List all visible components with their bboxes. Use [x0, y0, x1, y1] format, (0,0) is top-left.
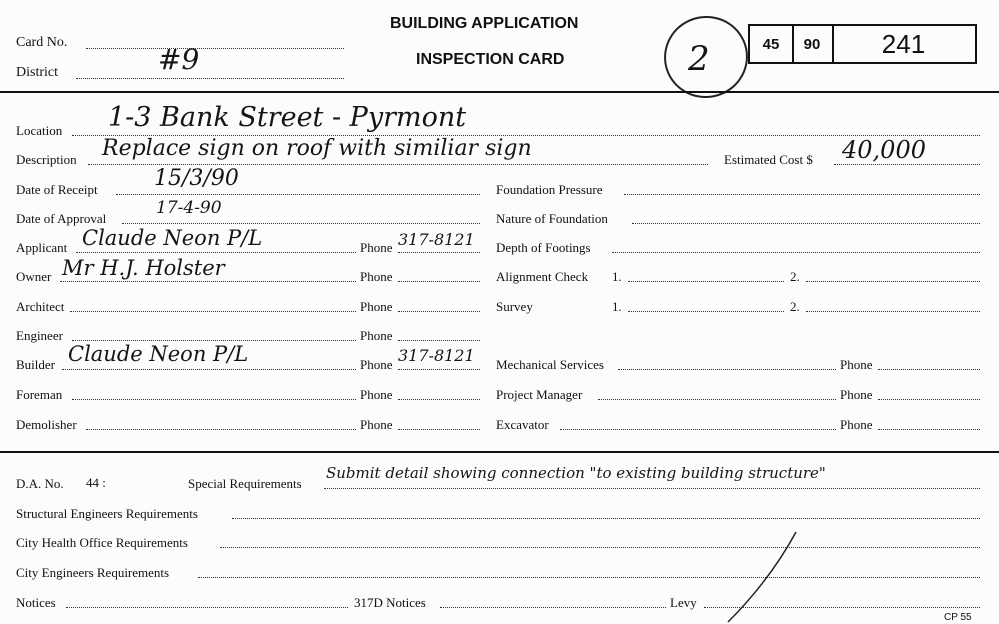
special-requirements-value: Submit detail showing connection "to existing building structure"	[326, 464, 826, 482]
city-health-label: City Health Office Requirements	[16, 535, 188, 550]
owner-field[interactable]	[60, 281, 356, 282]
foreman-label: Foreman	[16, 387, 63, 402]
middle-rule	[0, 451, 999, 453]
notices-317d-label: 317D Notices	[354, 595, 426, 610]
code-box-cell-2: 90	[792, 26, 834, 62]
title-line-1: BUILDING APPLICATION	[390, 15, 579, 32]
engineer-phone-field[interactable]	[398, 340, 480, 341]
date-of-approval-label: Date of Approval	[16, 211, 107, 226]
da-no-label: D.A. No.	[16, 476, 64, 491]
architect-label: Architect	[16, 299, 65, 314]
depth-of-footings-field[interactable]	[612, 252, 980, 253]
nature-of-foundation-label: Nature of Foundation	[496, 211, 608, 226]
city-engineers-label: City Engineers Requirements	[16, 565, 170, 580]
code-box	[748, 24, 977, 64]
builder-phone-value: 317-8121	[398, 346, 475, 365]
applicant-value: Claude Neon P/L	[82, 226, 263, 250]
description-field[interactable]	[88, 164, 708, 165]
estimated-cost-field[interactable]	[834, 164, 980, 165]
builder-phone-label: Phone	[360, 357, 393, 372]
architect-phone-field[interactable]	[398, 311, 480, 312]
date-of-receipt-field[interactable]	[116, 194, 480, 195]
builder-phone-field[interactable]	[398, 369, 480, 370]
applicant-field[interactable]	[76, 252, 356, 253]
district-field[interactable]	[76, 78, 344, 79]
estimated-cost-label: Estimated Cost $	[724, 152, 813, 167]
foreman-phone-field[interactable]	[398, 399, 480, 400]
card-no-label: Card No.	[16, 35, 68, 50]
date-of-approval-field[interactable]	[122, 223, 480, 224]
owner-label: Owner	[16, 269, 52, 284]
structural-engineers-label: Structural Engineers Requirements	[16, 506, 198, 521]
foundation-pressure-field[interactable]	[624, 194, 980, 195]
builder-label: Builder	[16, 357, 55, 372]
survey-label: Survey	[496, 299, 533, 314]
applicant-phone-label: Phone	[360, 240, 393, 255]
special-requirements-field[interactable]	[324, 488, 980, 489]
alignment-check-1-field[interactable]	[628, 281, 784, 282]
project-manager-field[interactable]	[598, 399, 836, 400]
district-value: #9	[158, 43, 200, 76]
excavator-label: Excavator	[496, 417, 549, 432]
levy-field[interactable]	[704, 607, 980, 608]
project-manager-phone-label: Phone	[840, 387, 873, 402]
date-of-approval-value: 17-4-90	[156, 198, 222, 218]
depth-of-footings-label: Depth of Footings	[496, 240, 591, 255]
survey-1-field[interactable]	[628, 311, 784, 312]
builder-value: Claude Neon P/L	[68, 342, 249, 366]
city-health-field[interactable]	[220, 547, 980, 548]
owner-value: Mr H.J. Holster	[62, 256, 225, 280]
demolisher-phone-label: Phone	[360, 417, 393, 432]
mechanical-services-phone-label: Phone	[840, 357, 873, 372]
district-label: District	[16, 65, 58, 80]
card-no-field[interactable]	[86, 48, 344, 49]
notices-317d-field[interactable]	[440, 607, 666, 608]
engineer-phone-label: Phone	[360, 328, 393, 343]
project-manager-phone-field[interactable]	[878, 399, 980, 400]
description-label: Description	[16, 152, 77, 167]
date-of-receipt-label: Date of Receipt	[16, 182, 98, 197]
mechanical-services-label: Mechanical Services	[496, 357, 604, 372]
foreman-field[interactable]	[72, 399, 356, 400]
engineer-label: Engineer	[16, 328, 63, 343]
structural-engineers-field[interactable]	[232, 518, 980, 519]
notices-label: Notices	[16, 595, 56, 610]
city-engineers-field[interactable]	[198, 577, 980, 578]
title-line-2: INSPECTION CARD	[416, 51, 565, 68]
project-manager-label: Project Manager	[496, 387, 583, 402]
description-value: Replace sign on roof with similiar sign	[102, 136, 532, 161]
nature-of-foundation-field[interactable]	[632, 223, 980, 224]
excavator-phone-label: Phone	[840, 417, 873, 432]
top-rule	[0, 91, 999, 93]
foundation-pressure-label: Foundation Pressure	[496, 182, 603, 197]
date-of-receipt-value: 15/3/90	[154, 166, 239, 191]
excavator-phone-field[interactable]	[878, 429, 980, 430]
code-box-cell-1: 45	[750, 26, 794, 62]
alignment-check-2-field[interactable]	[806, 281, 980, 282]
applicant-phone-field[interactable]	[398, 252, 480, 253]
architect-field[interactable]	[70, 311, 356, 312]
levy-label: Levy	[670, 595, 697, 610]
alignment-check-2-label: 2.	[790, 269, 800, 284]
demolisher-field[interactable]	[86, 429, 356, 430]
form-code: CP 55	[944, 612, 972, 623]
demolisher-phone-field[interactable]	[398, 429, 480, 430]
applicant-phone-value: 317-8121	[398, 230, 475, 249]
mechanical-services-phone-field[interactable]	[878, 369, 980, 370]
circled-number: 2	[688, 39, 710, 79]
special-requirements-label: Special Requirements	[188, 476, 302, 491]
location-label: Location	[16, 123, 63, 138]
architect-phone-label: Phone	[360, 299, 393, 314]
survey-2-label: 2.	[790, 299, 800, 314]
foreman-phone-label: Phone	[360, 387, 393, 402]
engineer-field[interactable]	[72, 340, 356, 341]
da-no-value: 44 :	[86, 475, 106, 490]
excavator-field[interactable]	[560, 429, 836, 430]
mechanical-services-field[interactable]	[618, 369, 836, 370]
estimated-cost-value: 40,000	[842, 136, 926, 164]
applicant-label: Applicant	[16, 240, 68, 255]
alignment-check-1-label: 1.	[612, 269, 622, 284]
owner-phone-label: Phone	[360, 269, 393, 284]
location-value: 1-3 Bank Street - Pyrmont	[108, 102, 467, 133]
owner-phone-field[interactable]	[398, 281, 480, 282]
survey-2-field[interactable]	[806, 311, 980, 312]
notices-field[interactable]	[66, 607, 348, 608]
survey-1-label: 1.	[612, 299, 622, 314]
alignment-check-label: Alignment Check	[496, 269, 589, 284]
demolisher-label: Demolisher	[16, 417, 77, 432]
builder-field[interactable]	[62, 369, 356, 370]
code-box-cell-3: 241	[881, 28, 926, 59]
